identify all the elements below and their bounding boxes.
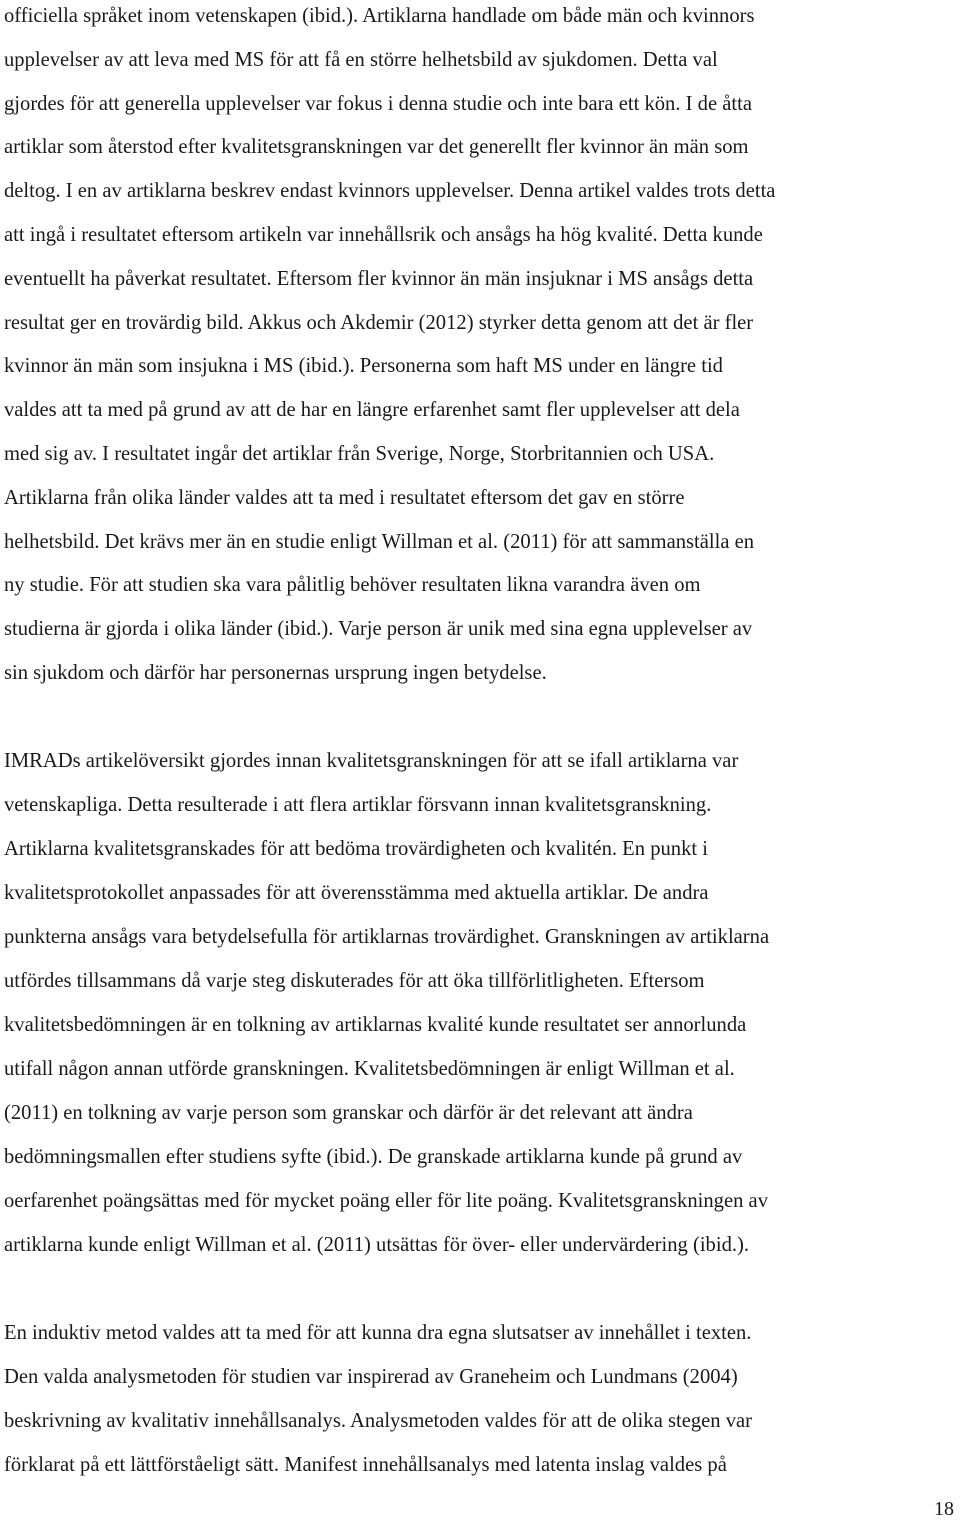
text-line: artiklarna kunde enligt Willman et al. (2011) utsättas för över- eller undervärdering (ibid.). [4,1234,750,1256]
text-line: officiella språket inom vetenskapen (ibid.). Artiklarna handlade om både män och kvinnors [4,5,755,27]
text-line: förklarat på ett lättförståeligt sätt. Manifest innehållsanalys med latenta inslag valdes på [4,1454,727,1476]
text-line: bedömningsmallen efter studiens syfte (ibid.). De granskade artiklarna kunde på grund av [4,1146,743,1168]
text-line: gjordes för att generella upplevelser var fokus i denna studie och inte bara ett kön. I de åtta [4,93,752,115]
text-line: att ingå i resultatet eftersom artikeln var innehållsrik och ansågs ha hög kvalité. Detta kunde [4,224,763,246]
text-line: En induktiv metod valdes att ta med för att kunna dra egna slutsatser av innehållet i texten. [4,1322,752,1344]
text-line: utifall någon annan utförde granskningen. Kvalitetsbedömningen är enligt Willman et al. [4,1058,735,1080]
text-line: resultat ger en trovärdig bild. Akkus och Akdemir (2012) styrker detta genom att det är fler [4,312,754,334]
text-line: kvinnor än män som insjukna i MS (ibid.). Personerna som haft MS under en längre tid [4,355,723,377]
page-number: 18 [934,1498,954,1520]
text-line: utfördes tillsammans då varje steg diskuterades för att öka tillförlitligheten. Eftersom [4,970,705,992]
text-line: ny studie. För att studien ska vara pålitlig behöver resultaten likna varandra även om [4,574,701,596]
text-line: valdes att ta med på grund av att de har en längre erfarenhet samt fler upplevelser att dela [4,399,740,421]
text-line: helhetsbild. Det krävs mer än en studie enligt Willman et al. (2011) för att sammanställa en [4,531,755,553]
text-line: eventuellt ha påverkat resultatet. Eftersom fler kvinnor än män insjuknar i MS ansågs detta [4,268,754,290]
text-line: kvalitetsprotokollet anpassades för att överensstämma med aktuella artiklar. De andra [4,882,709,904]
text-line: deltog. I en av artiklarna beskrev endast kvinnors upplevelser. Denna artikel valdes trots detta [4,180,776,202]
text-line: Artiklarna kvalitetsgranskades för att bedöma trovärdigheten och kvalitén. En punkt i [4,838,708,860]
text-line: (2011) en tolkning av varje person som granskar och därför är det relevant att ändra [4,1102,693,1124]
text-line: IMRADs artikelöversikt gjordes innan kvalitetsgranskningen för att se ifall artiklarna var [4,750,739,772]
text-line: upplevelser av att leva med MS för att få en större helhetsbild av sjukdomen. Detta val [4,49,718,71]
text-line: Den valda analysmetoden för studien var inspirerad av Graneheim och Lundmans (2004) [4,1366,738,1388]
text-line: punkterna ansågs vara betydelsefulla för artiklarnas trovärdighet. Granskningen av artiklarna [4,926,770,948]
text-line: studierna är gjorda i olika länder (ibid.). Varje person är unik med sina egna upplevelser av [4,618,753,640]
text-line: kvalitetsbedömningen är en tolkning av artiklarnas kvalité kunde resultatet ser annorlunda [4,1014,747,1036]
text-line: vetenskapliga. Detta resulterade i att flera artiklar försvann innan kvalitetsgranskning. [4,794,712,816]
text-line: sin sjukdom och därför har personernas ursprung ingen betydelse. [4,662,547,684]
text-line: Artiklarna från olika länder valdes att ta med i resultatet eftersom det gav en större [4,487,685,509]
text-line: oerfarenhet poängsättas med för mycket poäng eller för lite poäng. Kvalitetsgranskningen av [4,1190,768,1212]
text-line: med sig av. I resultatet ingår det artiklar från Sverige, Norge, Storbritannien och USA. [4,443,715,465]
text-line: beskrivning av kvalitativ innehållsanalys. Analysmetoden valdes för att de olika stegen var [4,1410,753,1432]
text-line: artiklar som återstod efter kvalitetsgranskningen var det generellt fler kvinnor än män som [4,136,749,158]
